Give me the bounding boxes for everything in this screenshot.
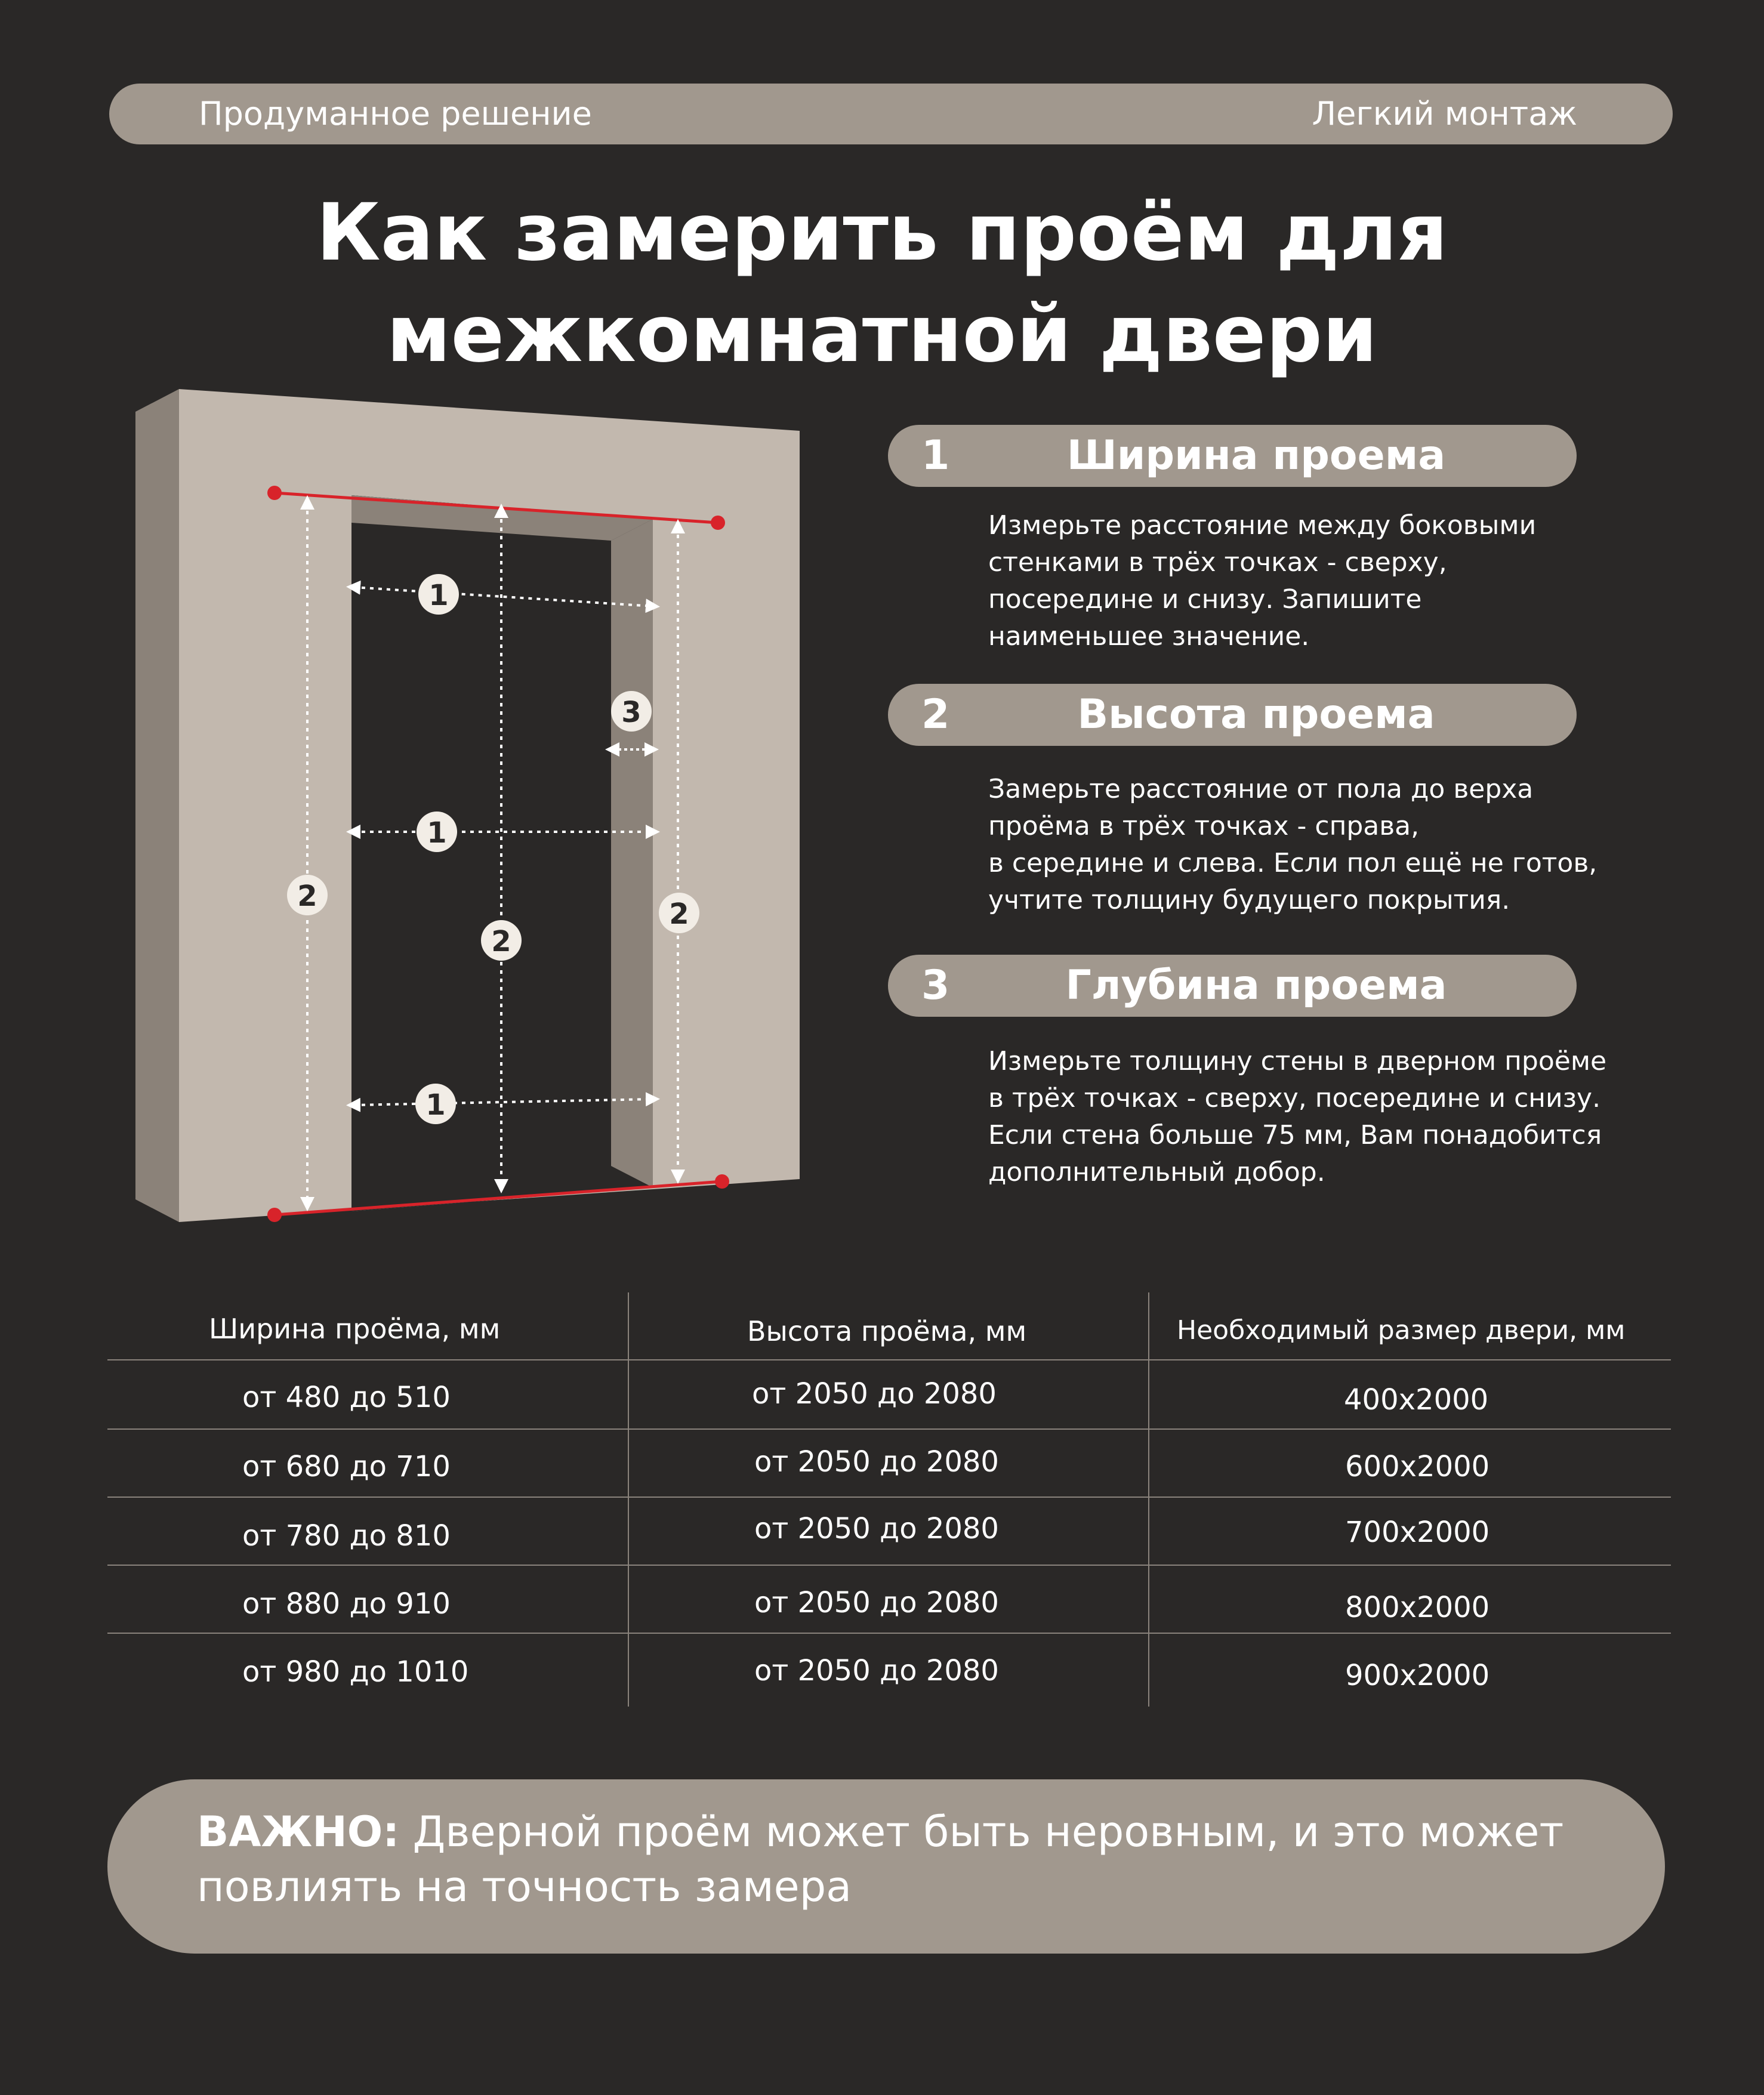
- step-3-description: [988, 1043, 1663, 1191]
- table-cell-height: от 2050 до 2080: [754, 1512, 999, 1545]
- table-cell-width: от 680 до 710: [242, 1450, 451, 1483]
- step-3-title: Глубина проема: [1065, 962, 1447, 1009]
- bottom-red-dot-right: [715, 1174, 729, 1189]
- important-note: [107, 1779, 1665, 1954]
- table-divider-2: [1148, 1292, 1149, 1707]
- important-line-2: повлиять на точность замера: [197, 1862, 852, 1911]
- table-cell-door-size: 400x2000: [1344, 1383, 1489, 1417]
- top-banner: [109, 84, 1673, 144]
- marker-height-center: [481, 920, 522, 961]
- step-2-line: проёма в трёх точках - справа,: [988, 811, 1420, 841]
- top-red-dot-left: [267, 486, 282, 500]
- step-2-number: 2: [921, 691, 950, 738]
- table-cell-height: от 2050 до 2080: [754, 1445, 999, 1479]
- marker-height-left-label: 2: [297, 880, 317, 913]
- bottom-red-dot-left: [267, 1208, 282, 1222]
- important-line-1: Дверной проём может быть неровным, и это может: [399, 1807, 1564, 1856]
- step-3-line: дополнительный добор.: [988, 1157, 1325, 1187]
- table-cell-door-size: 800x2000: [1345, 1591, 1490, 1624]
- table-cell-height: от 2050 до 2080: [754, 1654, 999, 1687]
- page-title-line-1: Как замерить проём для: [316, 187, 1448, 279]
- important-label: ВАЖНО:: [197, 1807, 400, 1856]
- marker-width-middle-label: 1: [427, 816, 447, 850]
- size-table: [107, 1289, 1671, 1707]
- wall-side-face: [135, 389, 179, 1222]
- step-1-line: стенками в трёх точках - сверху,: [988, 547, 1447, 578]
- banner-left-label: Продуманное решение: [199, 95, 592, 132]
- table-cell-width: от 480 до 510: [242, 1381, 451, 1414]
- step-2-header: [888, 684, 1577, 746]
- step-1-line: Измерьте расстояние между боковыми: [988, 510, 1537, 541]
- table-cell-door-size: 700x2000: [1345, 1516, 1490, 1549]
- step-3-header: [888, 955, 1577, 1017]
- table-row-separator: [107, 1633, 1671, 1634]
- table-header-height: Высота проёма, мм: [747, 1315, 1027, 1347]
- step-2-line: в середине и слева. Если пол ещё не готов,: [988, 848, 1598, 878]
- right-jamb-face: [611, 519, 653, 1187]
- step-2-description: [988, 771, 1663, 919]
- table-row-separator: [107, 1565, 1671, 1566]
- marker-height-right-label: 2: [669, 897, 689, 931]
- table-cell-height: от 2050 до 2080: [754, 1586, 999, 1619]
- step-2-title: Высота проема: [1077, 691, 1435, 738]
- marker-height-center-label: 2: [491, 925, 511, 958]
- marker-height-left: [287, 875, 328, 915]
- table-row-separator: [107, 1497, 1671, 1498]
- marker-depth-label: 3: [621, 696, 642, 729]
- page-title-line-2: межкомнатной двери: [386, 288, 1378, 380]
- table-divider-1: [628, 1292, 629, 1707]
- step-3-line: Если стена больше 75 мм, Вам понадобится: [988, 1120, 1602, 1150]
- table-row-separator: [107, 1359, 1671, 1360]
- step-1-number: 1: [921, 432, 950, 479]
- table-cell-door-size: 900x2000: [1345, 1659, 1490, 1692]
- table-header-width: Ширина проёма, мм: [209, 1313, 501, 1345]
- top-red-dot-right: [711, 516, 725, 530]
- step-3-number: 3: [921, 962, 950, 1009]
- table-cell-width: от 880 до 910: [242, 1587, 451, 1621]
- marker-width-bottom-label: 1: [425, 1088, 446, 1122]
- step-2-line: учтите толщину будущего покрытия.: [988, 885, 1510, 915]
- table-row-separator: [107, 1428, 1671, 1430]
- page-title: [0, 182, 1764, 385]
- marker-width-top-label: 1: [428, 579, 449, 612]
- step-1-line: посередине и снизу. Запишите: [988, 584, 1422, 615]
- marker-width-middle: [417, 812, 457, 852]
- important-note-text: [197, 1804, 1629, 1914]
- step-1-description: [988, 507, 1663, 655]
- banner-right-label: Легкий монтаж: [1312, 95, 1577, 132]
- table-cell-width: от 780 до 810: [242, 1519, 451, 1553]
- table-cell-height: от 2050 до 2080: [752, 1377, 997, 1411]
- table-cell-width: от 980 до 1010: [242, 1655, 469, 1689]
- step-2-line: Замерьте расстояние от пола до верха: [988, 774, 1534, 804]
- step-1-header: [888, 425, 1577, 487]
- step-3-line: в трёх точках - сверху, посередине и снизу.: [988, 1083, 1601, 1113]
- table-cell-door-size: 600x2000: [1345, 1450, 1490, 1483]
- door-opening-diagram: [0, 358, 835, 1265]
- marker-depth: [611, 691, 652, 732]
- marker-width-bottom: [415, 1084, 456, 1124]
- table-header-door-size: Необходимый размер двери, мм: [1177, 1315, 1626, 1346]
- marker-width-top: [418, 574, 459, 615]
- step-1-title: Ширина проема: [1066, 432, 1446, 479]
- step-1-line: наименьшее значение.: [988, 621, 1310, 652]
- step-3-line: Измерьте толщину стены в дверном проёме: [988, 1046, 1607, 1076]
- marker-height-right: [659, 893, 699, 933]
